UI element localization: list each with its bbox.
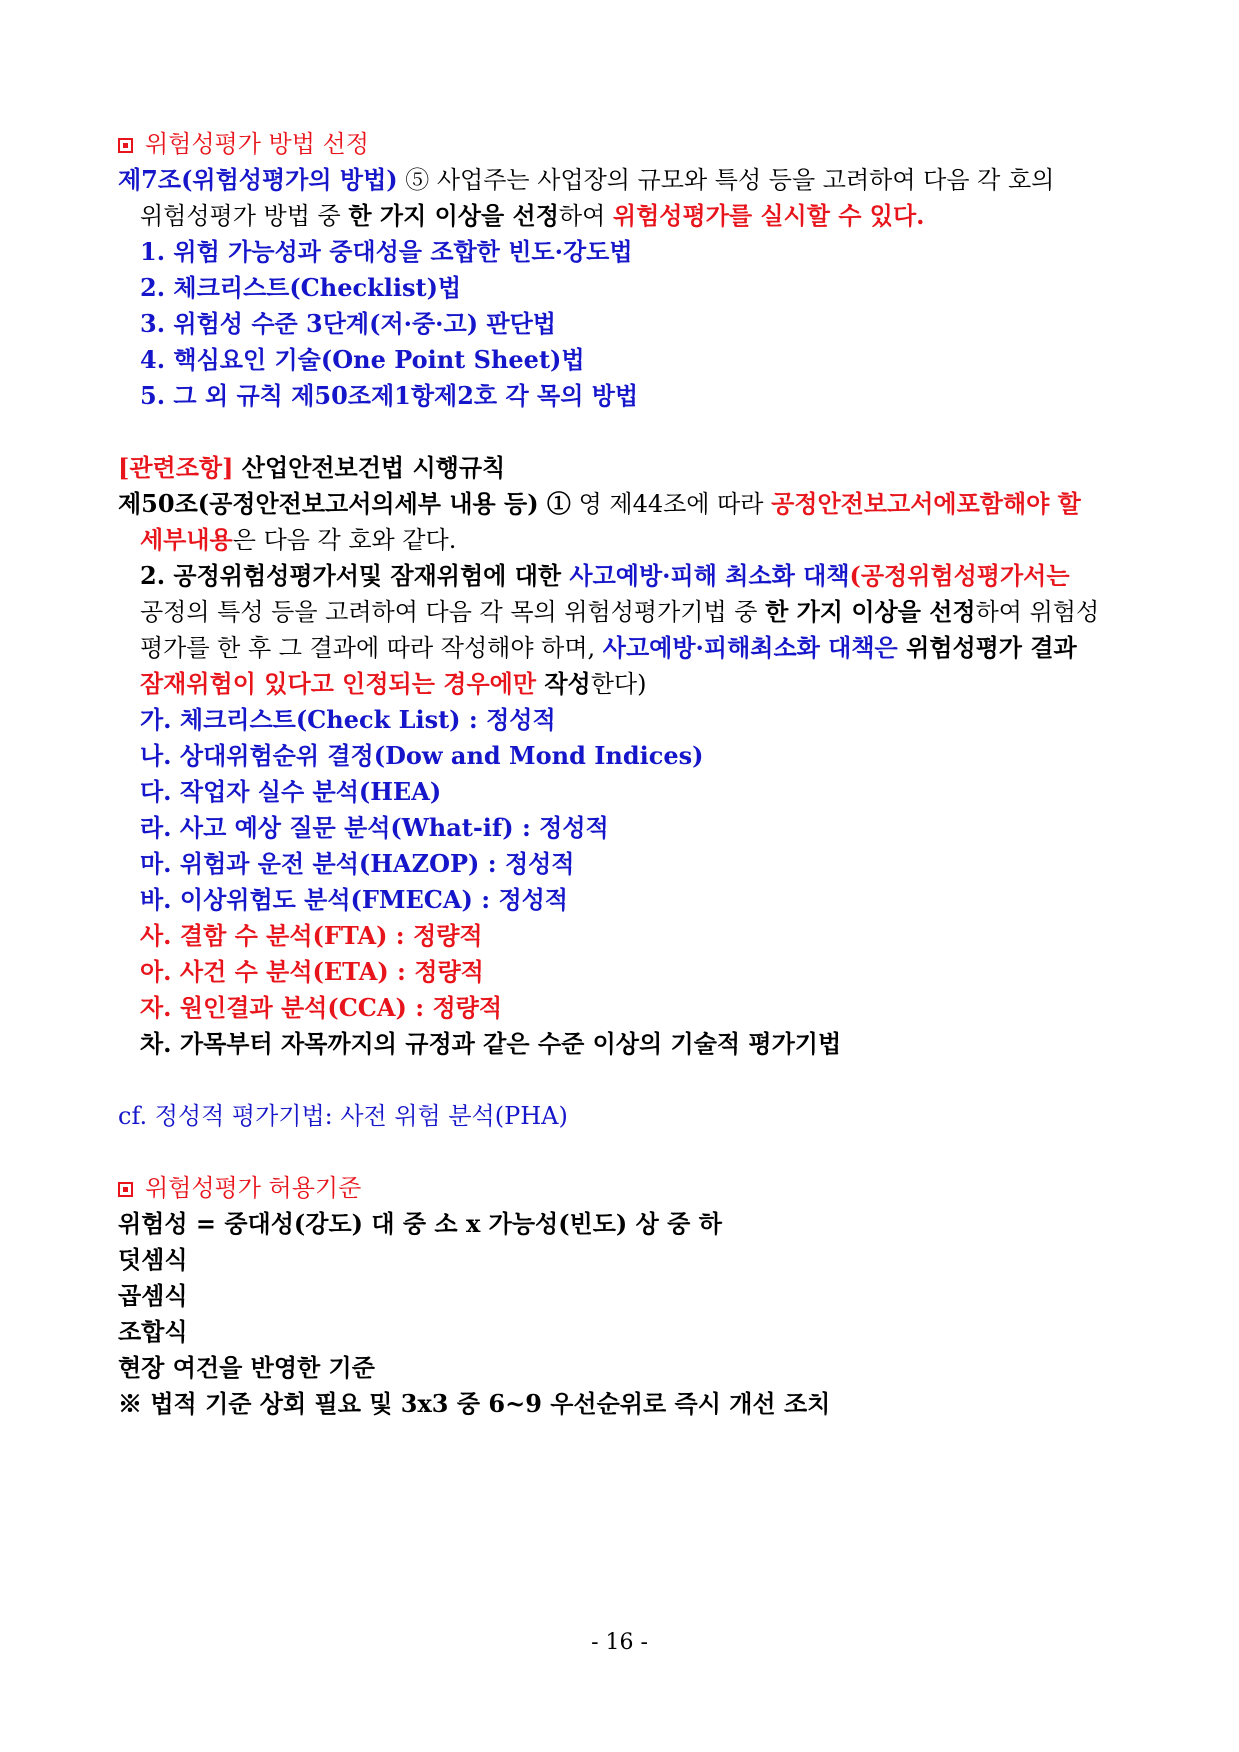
criteria-line: 현장 여건을 반영한 기준	[118, 1353, 375, 1382]
technique-item: 아. 사건 수 분석(ETA) : 정량적	[140, 957, 484, 986]
section-title-method: 위험성평가 방법 선정	[118, 127, 369, 161]
criteria-line: 덧셈식	[118, 1245, 188, 1274]
method-item: 1. 위험 가능성과 중대성을 조합한 빈도·강도법	[140, 237, 633, 266]
criteria-line: 위험성 = 중대성(강도) 대 중 소 x 가능성(빈도) 상 중 하	[118, 1209, 722, 1238]
item2-line3: 평가를 한 후 그 결과에 따라 작성해야 하며, 사고예방·피해최소화 대책은 위험성평가 결과	[140, 633, 1077, 662]
technique-item: 다. 작업자 실수 분석(HEA)	[140, 777, 442, 806]
technique-item: 바. 이상위험도 분석(FMECA) : 정성적	[140, 885, 568, 914]
square-bullet-icon	[118, 1182, 133, 1197]
technique-item: 나. 상대위험순위 결정(Dow and Mond Indices)	[140, 741, 704, 770]
criteria-line: ※ 법적 기준 상회 필요 및 3x3 중 6~9 우선순위로 즉시 개선 조치	[118, 1389, 831, 1418]
criteria-line: 곱셈식	[118, 1281, 188, 1310]
item2-line1: 2. 공정위험성평가서및 잠재위험에 대한 사고예방·피해 최소화 대책(공정위험성평가서는	[140, 561, 1070, 590]
method-item: 5. 그 외 규칙 제50조제1항제2호 각 목의 방법	[140, 381, 639, 410]
square-bullet-icon	[118, 138, 133, 153]
article50-line2: 세부내용은 다음 각 호와 같다.	[140, 525, 457, 554]
article50-line1: 제50조(공정안전보고서의세부 내용 등) ① 영 제44조에 따라 공정안전보고서에포함해야 할	[118, 489, 1081, 518]
method-item: 3. 위험성 수준 3단계(저·중·고) 판단법	[140, 309, 556, 338]
criteria-line: 조합식	[118, 1317, 188, 1346]
technique-item: 마. 위험과 운전 분석(HAZOP) : 정성적	[140, 849, 575, 878]
technique-item: 자. 원인결과 분석(CCA) : 정량적	[140, 993, 503, 1022]
page-number: - 16 -	[591, 1630, 648, 1655]
technique-item: 차. 가목부터 자목까지의 규정과 같은 수준 이상의 기술적 평가기법	[140, 1029, 842, 1058]
technique-item: 가. 체크리스트(Check List) : 정성적	[140, 705, 556, 734]
related-article-heading: [관련조항] 산업안전보건법 시행규칙	[118, 453, 506, 482]
article7-line2: 위험성평가 방법 중 한 가지 이상을 선정하여 위험성평가를 실시할 수 있다.	[140, 201, 925, 230]
technique-item: 라. 사고 예상 질문 분석(What-if) : 정성적	[140, 813, 609, 842]
cf-note: cf. 정성적 평가기법: 사전 위험 분석(PHA)	[118, 1102, 568, 1130]
technique-item: 사. 결함 수 분석(FTA) : 정량적	[140, 921, 483, 950]
article50-heading: 제50조(공정안전보고서의세부 내용 등) ①	[118, 489, 571, 518]
article7-line1: 제7조(위험성평가의 방법) ⑤ 사업주는 사업장의 규모와 특성 등을 고려하여 다음 각 호의	[118, 165, 1055, 194]
article7-heading: 제7조(위험성평가의 방법)	[118, 165, 398, 194]
method-item: 4. 핵심요인 기술(One Point Sheet)법	[140, 345, 585, 374]
related-label: [관련조항]	[118, 453, 234, 482]
item2-line4: 잠재위험이 있다고 인정되는 경우에만 작성한다)	[140, 669, 647, 698]
section-title-criteria: 위험성평가 허용기준	[118, 1171, 361, 1205]
item2-line2: 공정의 특성 등을 고려하여 다음 각 목의 위험성평가기법 중 한 가지 이상을 선정하여 위험성	[140, 597, 1100, 626]
method-item: 2. 체크리스트(Checklist)법	[140, 273, 462, 302]
